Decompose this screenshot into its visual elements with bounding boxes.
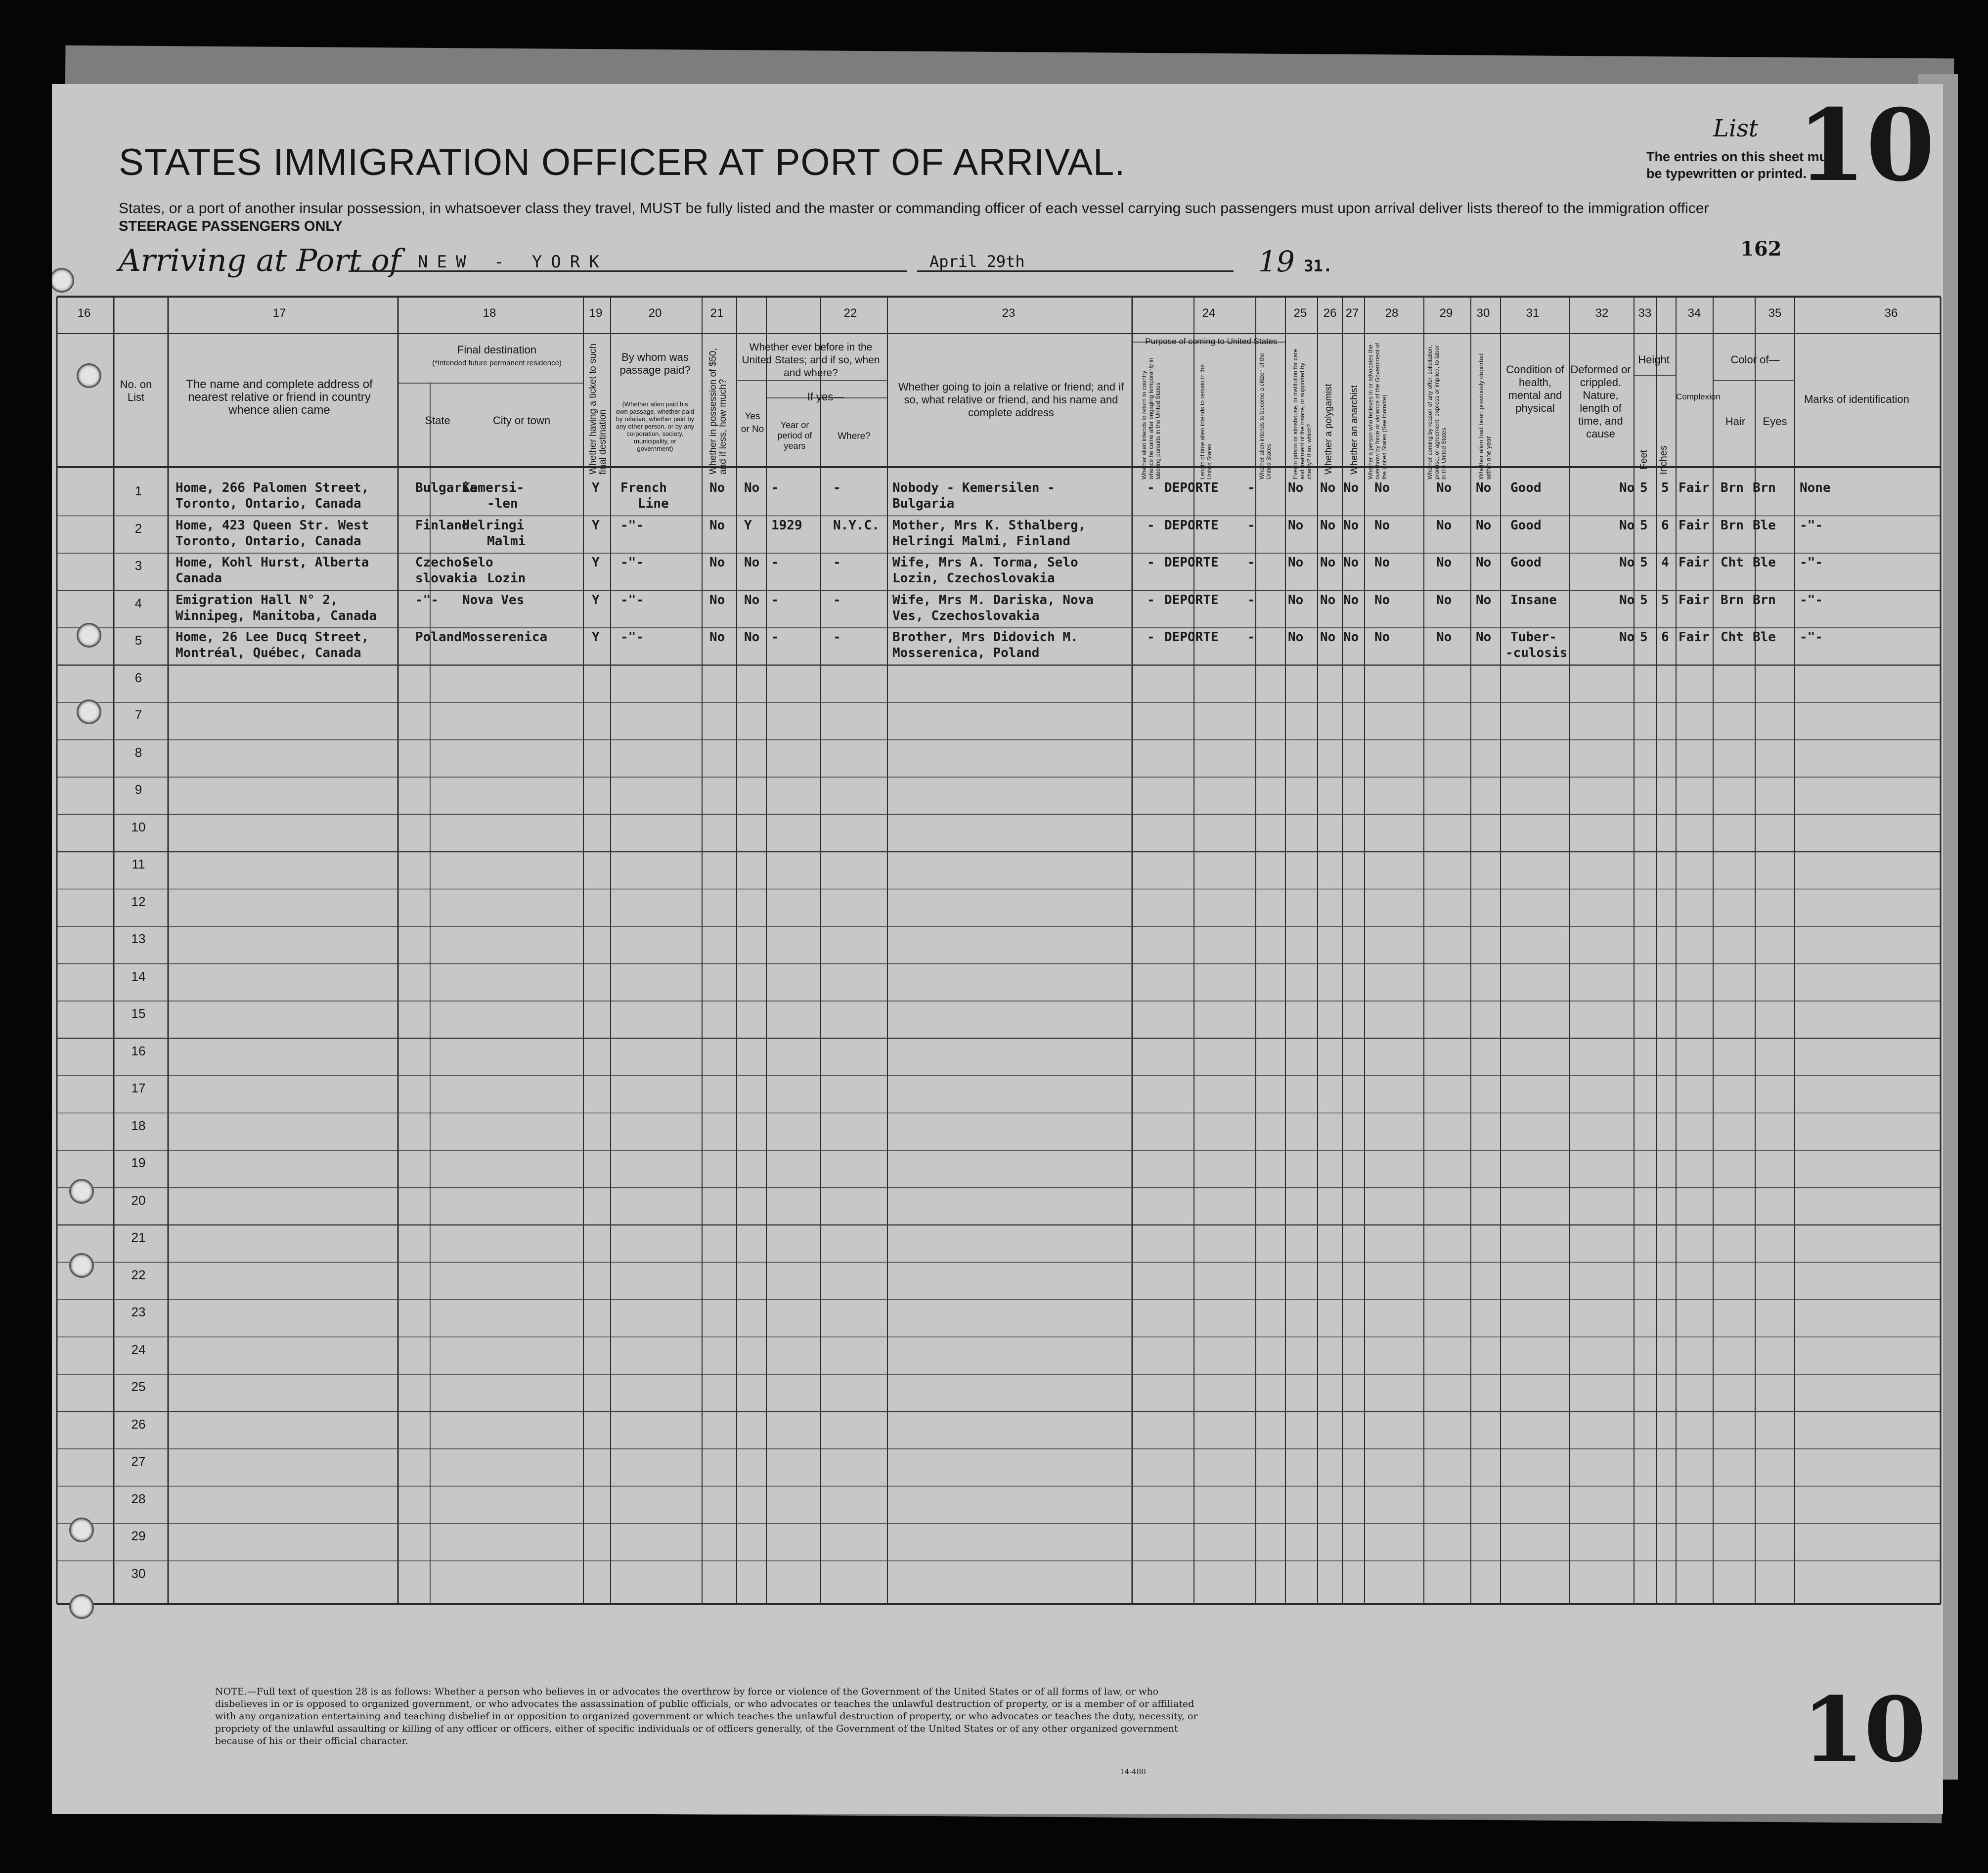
row-number: 6 [134, 670, 142, 685]
row-number: 15 [131, 1006, 146, 1021]
entry-before: No [744, 630, 760, 645]
entry-p-c: - [1247, 592, 1255, 608]
entry-anarch: No [1343, 592, 1359, 608]
entry-health-1: Good [1510, 518, 1542, 533]
column-number: 19 [589, 306, 603, 320]
column-number: 30 [1476, 306, 1490, 320]
manifest-sheet [52, 84, 1943, 1814]
header-complexion: Complexion [1676, 392, 1721, 401]
header-yes-no: Yes or No [741, 411, 764, 435]
footnote: NOTE.—Full text of question 28 is as follows: Whether a person who believes in or advocates the overthrow by force or violence of the Government of the United States or of all forms of law, or who disbelieves in or is opposed to organized government, or who advocates the assassination of public officials, or who advocates or teaches the unlawful destruction of property, or is a member of or affiliated with any organization entertaining and teaching disbelief in or opposition to organized government or which teaches the unlawful destruction of property, or who advocates or teaches the duty, necessity, or propriety of the unlawful assaulting or killing of any officer or officers, either of specific individuals or of officers generally, of the Government of the United States or of any other organized government because of his or their official character. [215, 1686, 1198, 1746]
column-number: 22 [843, 306, 857, 320]
entry-deformed: No [1619, 592, 1635, 608]
row-number: 22 [131, 1267, 146, 1282]
entry-city-2: Lozin [487, 571, 526, 586]
row-number: 9 [134, 782, 142, 797]
entry-complexion: Fair [1679, 480, 1710, 495]
entry-state: Bulgaria [415, 480, 478, 495]
header-overthrow: Whether a person who believes in or advocates the overthrow by force or violence of the Government of the United States (See footnote) [1367, 343, 1388, 479]
entry-deported: No [1476, 555, 1492, 570]
entry-polyg: No [1320, 480, 1336, 495]
entry-city-1: Nova Ves [462, 592, 525, 608]
entries-note: The entries on this sheet must be typewritten or printed. [1646, 149, 1840, 181]
entry-ticket: Y [592, 592, 600, 608]
entry-deported: No [1476, 518, 1492, 533]
entry-join-2: Lozin, Czechoslovakia [892, 571, 1055, 586]
entry-relative-2: Toronto, Ontario, Canada [176, 533, 361, 549]
row-number: 17 [131, 1081, 146, 1095]
row-number: 30 [131, 1566, 146, 1581]
entry-before: No [744, 592, 760, 608]
passenger-class: STEERAGE PASSENGERS ONLY [119, 218, 343, 234]
entry-money: No [709, 630, 725, 645]
header-deformed: Deformed or crippled. Nature, length of time, and cause [1570, 363, 1631, 440]
header-purpose: Purpose of coming to United States [1145, 337, 1278, 346]
entry-relative-1: Home, Kohl Hurst, Alberta [176, 555, 369, 570]
entry-deformed: No [1619, 480, 1635, 495]
punch-hole [77, 623, 101, 648]
column-number: 26 [1323, 306, 1337, 320]
entry-deformed: No [1619, 555, 1635, 570]
entry-prison: No [1288, 592, 1304, 608]
entry-city-1: Selo [462, 555, 493, 570]
row-number: 12 [131, 894, 146, 909]
row-number: 14 [131, 968, 146, 984]
entry-health-1: Insane [1510, 592, 1557, 608]
entry-contract: No [1436, 630, 1452, 645]
entry-city-1: Helringi [462, 518, 525, 533]
entry-overthrow: No [1374, 480, 1390, 495]
entry-prison: No [1288, 555, 1304, 570]
entry-p-a: - [1147, 630, 1155, 645]
entry-eyes: Ble [1753, 555, 1776, 570]
entry-deported: No [1476, 480, 1492, 495]
arrival-port: NEW - YORK [418, 252, 608, 272]
entry-paid-1: French [620, 480, 667, 495]
entry-p-a: - [1147, 592, 1155, 608]
form-code: 14-480 [1120, 1767, 1146, 1776]
entry-prison: No [1288, 630, 1304, 645]
arriving-label: Arriving at Port of [119, 242, 401, 278]
entry-relative-1: Home, 266 Palomen Street, [176, 480, 369, 495]
row-number: 3 [134, 558, 142, 573]
entry-paid-1: -"- [620, 518, 644, 533]
entry-join-1: Nobody - Kemersilen - [892, 480, 1055, 495]
entry-year: - [771, 592, 779, 608]
entry-relative-1: Home, 26 Lee Ducq Street, [176, 630, 369, 645]
header-anarchist: Whether an anarchist [1349, 385, 1360, 475]
entry-overthrow: No [1374, 518, 1390, 533]
header-health: Condition of health, mental and physical [1506, 363, 1564, 414]
row-number: 29 [131, 1528, 146, 1543]
column-number: 20 [648, 306, 662, 320]
entry-health-1: Tuber- [1510, 630, 1557, 645]
entry-marks: -"- [1800, 518, 1823, 533]
entry-complexion: Fair [1679, 555, 1710, 570]
entry-money: No [709, 518, 725, 533]
entry-p-b: DEPORTE [1164, 518, 1219, 533]
entry-anarch: No [1343, 480, 1359, 495]
entry-relative-2: Winnipeg, Manitoba, Canada [176, 608, 377, 623]
entry-polyg: No [1320, 555, 1336, 570]
header-inches: Inches [1658, 445, 1669, 475]
entry-where: - [833, 630, 841, 645]
entry-relative-2: Canada [176, 571, 222, 586]
entry-eyes: Brn [1753, 592, 1776, 608]
column-number: 31 [1526, 306, 1540, 320]
entry-p-a: - [1147, 555, 1155, 570]
header-state: State [425, 414, 450, 427]
header-color-of: Color of— [1730, 353, 1780, 366]
entry-ticket: Y [592, 518, 600, 533]
header-deported: Whether alien had been previously deported within one year [1477, 353, 1492, 479]
entry-money: No [709, 555, 725, 570]
sheet-number: 162 [1740, 237, 1782, 261]
entry-join-1: Brother, Mrs Didovich M. [892, 630, 1078, 645]
header-hair: Hair [1725, 415, 1746, 428]
entry-hair: Brn [1721, 592, 1744, 608]
entry-where: - [833, 555, 841, 570]
entry-eyes: Brn [1753, 480, 1776, 495]
header-height: Height [1638, 353, 1670, 366]
header-passage-paid: By whom was passage paid? [619, 351, 691, 376]
entry-contract: No [1436, 480, 1452, 495]
column-number: 21 [710, 306, 724, 320]
punch-hole [77, 699, 101, 724]
entry-join-2: Bulgaria [892, 496, 955, 511]
entry-p-c: - [1247, 630, 1255, 645]
column-number: 27 [1345, 306, 1359, 320]
year-prefix: 19 [1258, 245, 1295, 278]
entry-inches: 6 [1661, 518, 1669, 533]
entry-hair: Cht [1721, 555, 1744, 570]
column-number: 36 [1884, 306, 1898, 320]
entry-eyes: Ble [1753, 518, 1776, 533]
entry-state: Finland [415, 518, 470, 533]
form-title: STATES IMMIGRATION OFFICER AT PORT OF ARRIVAL. [119, 141, 1126, 183]
header-prison: Ever in prison or almshouse, or institution for care and treatment of the insane, or supported by charity? If so, which? [1292, 348, 1313, 479]
entry-where: N.Y.C. [833, 518, 880, 533]
header-eyes: Eyes [1763, 415, 1787, 428]
entry-join-2: Helringi Malmi, Finland [892, 533, 1071, 549]
entry-p-b: DEPORTE [1164, 630, 1219, 645]
entry-relative-2: Montréal, Québec, Canada [176, 646, 361, 660]
header-no-on-list: No. on List [120, 378, 152, 403]
entry-anarch: No [1343, 518, 1359, 533]
entry-inches: 5 [1661, 592, 1669, 608]
row-number: 2 [134, 521, 142, 536]
header-money: Whether in possession of $50, and if less, how much? [708, 348, 728, 475]
header-final-destination-note: (*Intended future permanent residence) [432, 359, 562, 367]
header-purpose-length: Length of time alien intends to remain in the United States [1199, 364, 1213, 479]
entry-city-1: Mosserenica [462, 630, 548, 645]
entry-anarch: No [1343, 630, 1359, 645]
form-subtitle: States, or a port of another insular possession, in whatsoever class they travel, MUST be fully listed and the master or commanding officer of each vessel carrying such passengers must upon arrival deliver lists thereof to the immigration officer [119, 200, 1709, 217]
entry-p-b: DEPORTE [1164, 592, 1219, 608]
entry-p-c: - [1247, 518, 1255, 533]
entry-contract: No [1436, 592, 1452, 608]
header-where: Where? [838, 431, 871, 441]
column-number: 34 [1687, 306, 1701, 320]
entry-health-2: -culosis [1505, 646, 1568, 660]
entry-ticket: Y [592, 555, 600, 570]
entry-p-a: - [1147, 480, 1155, 495]
entry-join-2: Ves, Czechoslovakia [892, 608, 1040, 623]
entry-where: - [833, 592, 841, 608]
entry-money: No [709, 480, 725, 495]
entry-overthrow: No [1374, 555, 1390, 570]
row-number: 21 [131, 1230, 146, 1245]
entry-eyes: Ble [1753, 630, 1776, 645]
entry-join-1: Wife, Mrs A. Torma, Selo [892, 555, 1078, 570]
row-number: 11 [132, 857, 145, 871]
entry-join-1: Mother, Mrs K. Sthalberg, [892, 518, 1086, 533]
entry-p-c: - [1247, 480, 1255, 495]
entry-polyg: No [1320, 630, 1336, 645]
entry-p-c: - [1247, 555, 1255, 570]
entry-p-a: - [1147, 518, 1155, 533]
column-number: 35 [1768, 306, 1782, 320]
entry-state: Poland [415, 630, 462, 645]
entry-before: No [744, 480, 760, 495]
entry-year: 1929 [771, 518, 802, 533]
entry-city-1: Kemersi- [462, 480, 525, 495]
column-number: 32 [1595, 306, 1609, 320]
punch-hole [77, 363, 101, 388]
entry-polyg: No [1320, 592, 1336, 608]
entry-marks: None [1800, 480, 1831, 495]
row-number: 7 [134, 707, 142, 722]
entry-city-2: Malmi [487, 533, 526, 549]
column-number: 33 [1638, 306, 1652, 320]
header-joining: Whether going to join a relative or friend; and if so, what relative or friend, and his name and complete address [898, 381, 1124, 419]
row-number: 24 [131, 1342, 146, 1357]
entry-where: - [833, 480, 841, 495]
entry-deformed: No [1619, 518, 1635, 533]
entry-inches: 6 [1661, 630, 1669, 645]
entry-state: -"- [415, 592, 439, 608]
column-number: 18 [483, 306, 496, 320]
header-before-in-us: Whether ever before in the United States; and if so, when and where? [742, 342, 880, 379]
entry-hair: Brn [1721, 518, 1744, 533]
entry-prison: No [1288, 518, 1304, 533]
entry-marks: -"- [1800, 630, 1823, 645]
row-number: 19 [131, 1155, 146, 1170]
entry-hair: Brn [1721, 480, 1744, 495]
entry-marks: -"- [1800, 592, 1823, 608]
entry-p-b: DEPORTE [1164, 555, 1219, 570]
entry-paid-2: Line [638, 496, 669, 511]
row-number: 16 [131, 1043, 146, 1058]
column-number: 24 [1202, 306, 1216, 320]
entry-feet: 5 [1640, 518, 1648, 533]
header-purpose-return: Whether alien intends to return to country whence he came after engaging temporarily in laboring pursuits in the United States [1141, 357, 1161, 479]
header-ticket: Whether having a ticket to such final destination [588, 343, 608, 475]
row-number: 13 [131, 931, 146, 946]
header-passage-note: (Whether alien paid his own passage, whether paid by relative, whether paid by any other person, or by any corporation, society, municipality, or government) [616, 400, 695, 452]
row-number: 18 [131, 1118, 146, 1133]
row-number: 27 [131, 1454, 146, 1469]
entry-before: No [744, 555, 760, 570]
punch-hole [69, 1253, 94, 1278]
entry-deformed: No [1619, 630, 1635, 645]
row-number: 25 [131, 1379, 146, 1394]
entry-paid-1: -"- [620, 630, 644, 645]
row-number: 28 [131, 1491, 146, 1506]
column-number: 16 [77, 306, 91, 320]
entry-health-1: Good [1510, 480, 1542, 495]
arrival-date: April 29th [929, 252, 1025, 271]
punch-hole [69, 1518, 94, 1542]
entry-complexion: Fair [1679, 630, 1710, 645]
punch-hole [69, 1179, 94, 1204]
list-label: List [1713, 115, 1759, 142]
punch-hole [69, 1594, 94, 1619]
entry-overthrow: No [1374, 592, 1390, 608]
entry-p-b: DEPORTE [1164, 480, 1219, 495]
header-contract: Whether coming by reason of any offer, solicitation, promise, or agreement, express or implied, to labor in the United States [1426, 345, 1447, 479]
list-number: 10 [1797, 87, 1935, 204]
entry-complexion: Fair [1679, 518, 1710, 533]
row-number: 10 [131, 819, 146, 834]
row-number: 5 [134, 633, 142, 648]
entry-inches: 5 [1661, 480, 1669, 495]
manifest-grid [52, 84, 1943, 1814]
header-nearest-relative: The name and complete address of nearest relative or friend in country whence alien came [186, 378, 373, 417]
header-if-yes: If yes— [807, 391, 844, 403]
entry-relative-1: Home, 423 Queen Str. West [176, 518, 369, 533]
entry-year: - [771, 480, 779, 495]
column-number: 29 [1439, 306, 1453, 320]
column-number: 28 [1385, 306, 1399, 320]
entry-year: - [771, 555, 779, 570]
entry-money: No [709, 592, 725, 608]
header-purpose-citizen: Whether alien intends to become a citizen of the United States [1258, 352, 1272, 479]
entry-ticket: Y [592, 630, 600, 645]
header-city: City or town [492, 414, 551, 427]
bottom-list-number: 10 [1802, 1678, 1926, 1782]
entry-polyg: No [1320, 518, 1336, 533]
entry-state: Czecho- [415, 555, 470, 570]
header-polygamist: Whether a polygamist [1324, 384, 1334, 475]
entry-contract: No [1436, 555, 1452, 570]
entry-feet: 5 [1640, 592, 1648, 608]
header-feet: Feet [1638, 449, 1649, 470]
header-marks: Marks of identification [1804, 393, 1909, 405]
row-number: 20 [131, 1192, 146, 1208]
entry-deported: No [1476, 592, 1492, 608]
entry-city-2: -len [487, 496, 518, 511]
column-number: 17 [272, 306, 286, 320]
entry-paid-1: -"- [620, 592, 644, 608]
entry-hair: Cht [1721, 630, 1744, 645]
column-number: 23 [1002, 306, 1016, 320]
row-number: 8 [134, 744, 142, 760]
entry-anarch: No [1343, 555, 1359, 570]
column-number: 25 [1293, 306, 1307, 320]
entry-deported: No [1476, 630, 1492, 645]
entry-feet: 5 [1640, 555, 1648, 570]
row-number: 4 [134, 595, 142, 610]
entry-marks: -"- [1800, 555, 1823, 570]
entry-contract: No [1436, 518, 1452, 533]
entry-inches: 4 [1661, 555, 1669, 570]
header-year-period: Year or period of years [777, 420, 812, 451]
entry-join-1: Wife, Mrs M. Dariska, Nova [892, 592, 1094, 608]
entry-year: - [771, 630, 779, 645]
entry-relative-1: Emigration Hall N° 2, [176, 592, 338, 608]
entry-feet: 5 [1640, 630, 1648, 645]
entry-overthrow: No [1374, 630, 1390, 645]
entry-join-2: Mosserenica, Poland [892, 646, 1040, 660]
entry-state-2: slovakia [415, 571, 478, 586]
entry-complexion: Fair [1679, 592, 1710, 608]
entry-relative-2: Toronto, Ontario, Canada [176, 496, 361, 511]
entry-feet: 5 [1640, 480, 1648, 495]
entry-before: Y [744, 518, 752, 533]
year-suffix: 31. [1304, 257, 1333, 275]
entry-paid-1: -"- [620, 555, 644, 570]
entry-ticket: Y [592, 480, 600, 495]
entry-prison: No [1288, 480, 1304, 495]
row-number: 26 [131, 1416, 146, 1432]
row-number: 1 [134, 483, 142, 498]
row-number: 23 [131, 1305, 146, 1319]
header-final-destination: Final destination [457, 344, 537, 356]
entry-health-1: Good [1510, 555, 1542, 570]
